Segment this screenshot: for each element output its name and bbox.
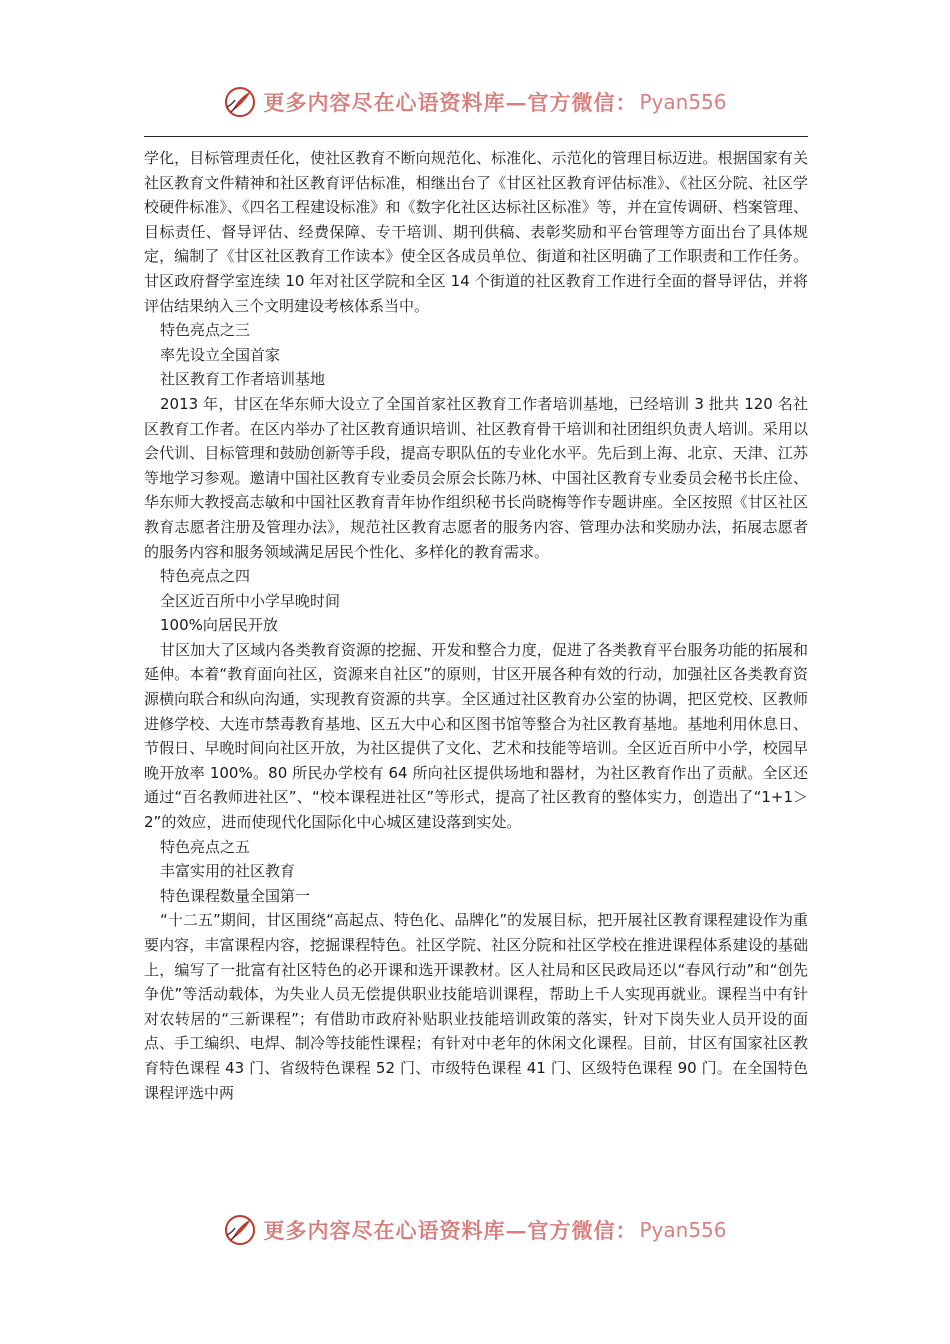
feather-pen-logo-icon [223, 85, 257, 119]
banner-text: 更多内容尽在心语资料库—官方微信： [263, 1218, 638, 1243]
banner-text: 更多内容尽在心语资料库—官方微信： [263, 90, 638, 115]
section-heading: 特色亮点之四 [160, 567, 251, 586]
section-heading: 特色亮点之三 [160, 321, 251, 340]
section-subheading: 特色课程数量全国第一 [160, 886, 311, 905]
header-rule [144, 136, 808, 137]
paragraph: “十二五”期间，甘区围绕“高起点、特色化、品牌化”的发展目标，把开展社区教育课程建设作为重要内容，丰富课程内容，挖掘课程特色。社区学院、社区分院和社区学校在推进课程体系建设的基础上，编写了一批富有社区特色的必开课和选开课教材。区人社局和区民政局还以“春风行动”和“创先争优”等活动载体，为失业人员无偿提供职业技能培训课程，帮助上千人实现再就业。课程当中有针对农转居的“三新课程”；有借助市政府补贴职业技能培训政策的落实，针对下岗失业人员开设的面点、手工编织、电焊、制冷等技能性课程；有针对中老年的休闲文化课程。目前，甘区有国家社区教育特色课程 43 门、省级特色课程 52 门、市级特色课程 41 门、区级特色课程 90 门。在全国特色课程评选中两 [144, 911, 808, 1102]
header-banner [0, 80, 950, 124]
paragraph: 2013 年，甘区在华东师大设立了全国首家社区教育工作者培训基地，已经培训 3 批共 120 名社区教育工作者。在区内举办了社区教育通识培训、社区教育骨干培训和社团组织负责人培训。采用以会代训、目标管理和鼓励创新等手段，提高专职队伍的专业化水平。先后到上海、北京、天津、江苏等地学习参观。邀请中国社区教育专业委员会原会长陈乃林、中国社区教育专业委员会秘书长庄俭、华东师大教授高志敏和中国社区教育青年协作组织秘书长尚晓梅等作专题讲座。全区按照《甘区社区教育志愿者注册及管理办法》，规范社区教育志愿者的服务内容、管理办法和奖励办法，拓展志愿者的服务内容和服务领域满足居民个性化、多样化的教育需求。 [144, 394, 808, 561]
banner-wechat-id: Pyan556 [639, 1218, 727, 1242]
section-subheading: 社区教育工作者培训基地 [160, 370, 326, 389]
paragraph: 学化，目标管理责任化，使社区教育不断向规范化、标准化、示范化的管理目标迈进。根据国家有关社区教育文件精神和社区教育评估标准，相继出台了《甘区社区教育评估标准》、《社区分院、社区学校硬件标准》、《四名工程建设标准》和《数字化社区达标社区标准》等，并在宣传调研、档案管理、目标责任、督导评估、经费保障、专干培训、期刊供稿、表彰奖励和平台管理等方面出台了具体规定，编制了《甘区社区教育工作读本》使全区各成员单位、街道和社区明确了工作职责和工作任务。甘区政府督学室连续 10 年对社区学院和全区 14 个街道的社区教育工作进行全面的督导评估，并将评估结果纳入三个文明建设考核体系当中。 [144, 149, 808, 315]
section-subheading: 100%向居民开放 [160, 616, 278, 635]
document-body [144, 146, 808, 1105]
banner-wechat-id: Pyan556 [639, 90, 727, 114]
paragraph: 甘区加大了区域内各类教育资源的挖掘、开发和整合力度，促进了各类教育平台服务功能的拓展和延伸。本着“教育面向社区，资源来自社区”的原则，甘区开展各种有效的行动，加强社区各类教育资源横向联合和纵向沟通，实现教育资源的共享。全区通过社区教育办公室的协调，把区党校、区教师进修学校、大连市禁毒教育基地、区五大中心和区图书馆等整合为社区教育基地。基地利用休息日、节假日、早晚时间向社区开放，为社区提供了文化、艺术和技能等培训。全区近百所中小学，校园早晚开放率 100%。80 所民办学校有 64 所向社区提供场地和器材，为社区教育作出了贡献。全区还通过“百名教师进社区”、“校本课程进社区”等形式，提高了社区教育的整体实力，创造出了“1+1＞2”的效应，进而使现代化国际化中心城区建设落到实处。 [144, 640, 808, 832]
footer-banner [0, 1208, 950, 1252]
section-heading: 特色亮点之五 [160, 837, 251, 856]
feather-pen-logo-icon [223, 1213, 257, 1247]
section-subheading: 丰富实用的社区教育 [160, 862, 296, 881]
section-subheading: 全区近百所中小学早晚时间 [160, 591, 341, 610]
section-subheading: 率先设立全国首家 [160, 345, 281, 364]
